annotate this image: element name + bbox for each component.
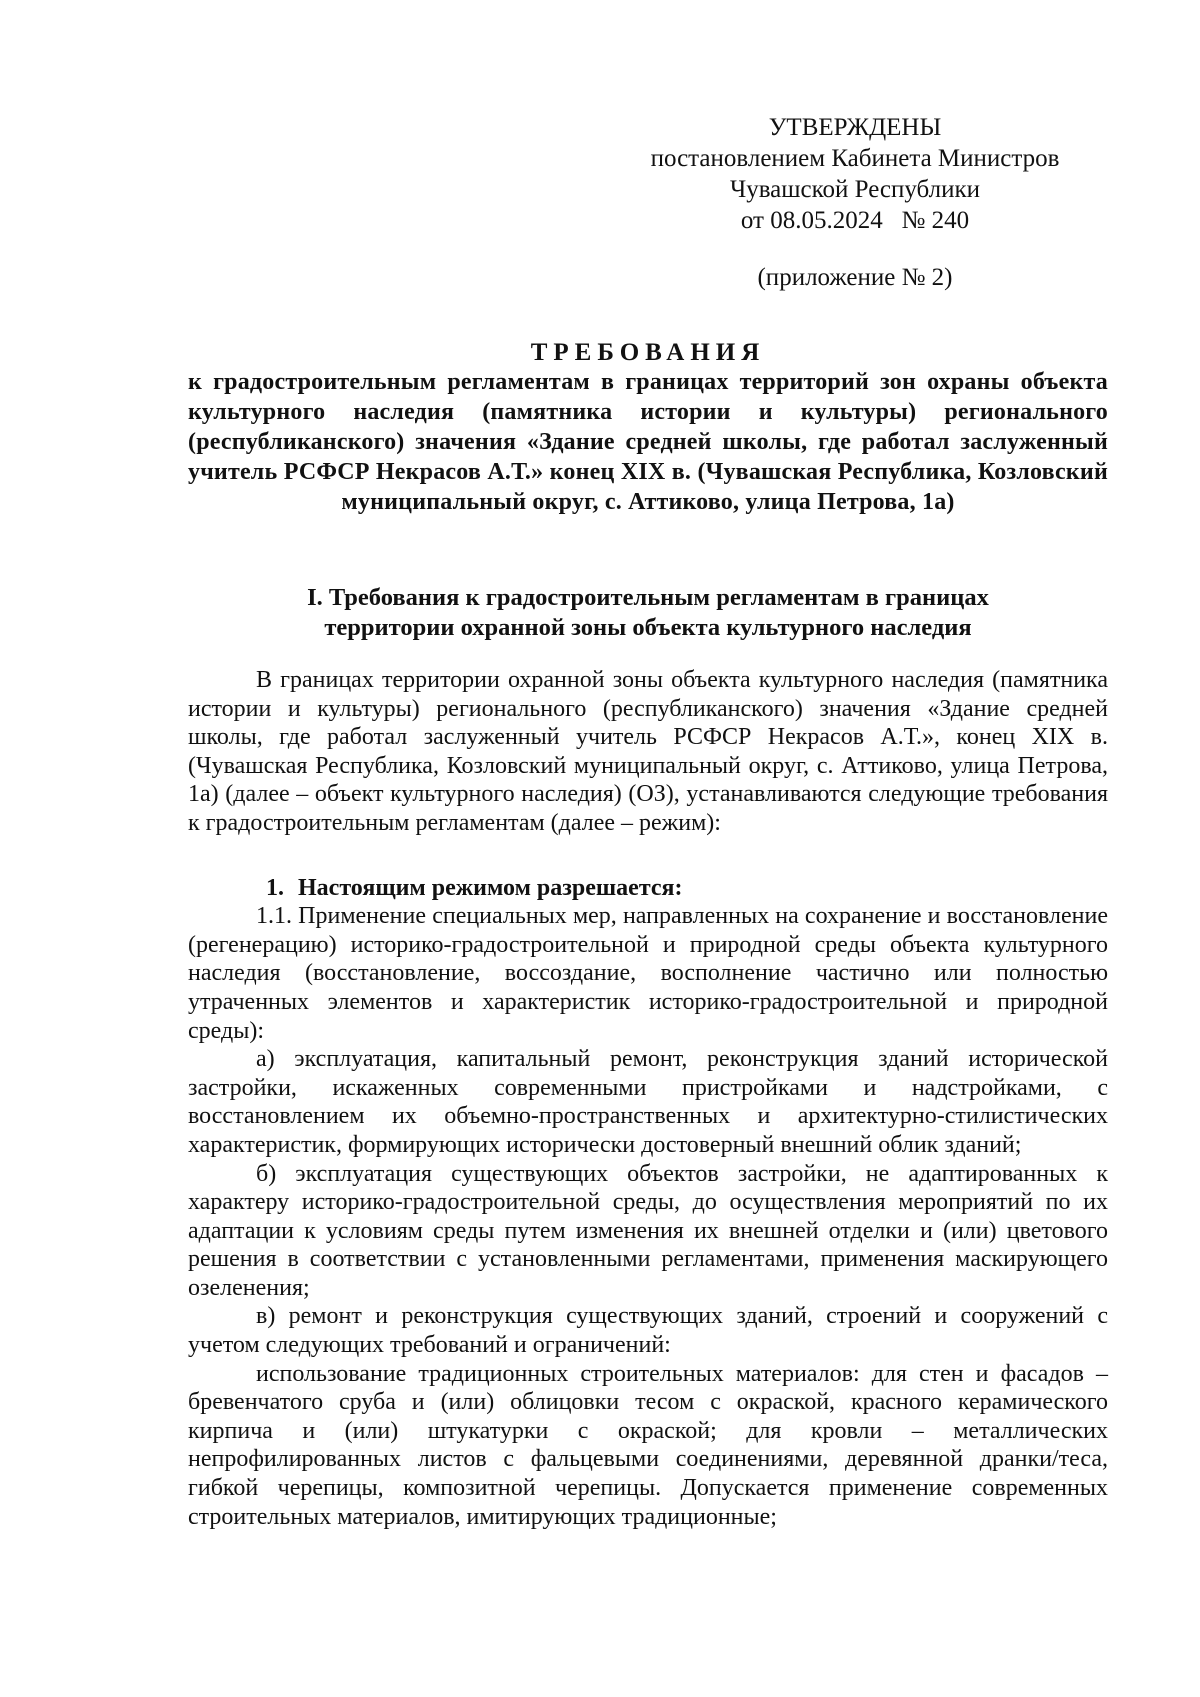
approval-date-number: от 08.05.2024 № 240: [740, 207, 970, 234]
approval-title: УТВЕРЖДЕНЫ: [768, 114, 942, 141]
approval-authority: постановлением Кабинета Министров: [650, 145, 1060, 172]
document-subject: к градостроительным регламентам в границах территорий зон охраны объекта культурного наследия (памятника истории и культуры) регионального (республиканского) значения «Здание средней школы, где работал заслуженный учитель РСФСР Некрасов А.Т.» конец XIX в. (Чувашская Республика, Козловский муниципальный округ, с. Аттиково, улица Петрова, 1а): [188, 369, 1108, 515]
section-1-heading: [188, 583, 1108, 643]
item-1-heading-text: Настоящим режимом разрешается:: [298, 874, 683, 901]
document-title: ТРЕБОВАНИЯ: [530, 339, 766, 366]
item-v-paragraph: в) ремонт и реконструкция существующих зданий, строений и сооружений с учетом следующих требований и ограничений:: [188, 1303, 1108, 1359]
item-1-1-paragraph: 1.1. Применение специальных мер, направленных на сохранение и восстановление (регенерацию) историко-градостроительной и природной среды объекта культурного наследия (восстановление, воссоздание, восполнение частично или полностью утраченных элементов и характеристик историко-градостроительной и природной среды):: [188, 903, 1108, 1044]
approval-region: Чувашской Республики: [729, 176, 981, 203]
item-1-heading: [188, 874, 1108, 903]
item-b-paragraph: б) эксплуатация существующих объектов застройки, не адаптированных к характеру историко-градостроительной среды, до осуществления мероприятий по их адаптации к условиям среды путем изменения их внешней отделки и (или) цветового решения в соответствии с установленными регламентами, применения маскирующего озеленения;: [188, 1160, 1108, 1301]
intro-paragraph: В границах территории охранной зоны объекта культурного наследия (памятника истории и культуры) регионального (республиканского) значения «Здание средней школы, где работал заслуженный учитель РСФСР Некрасов А.Т.», конец XIX в. (Чувашская Республика, Козловский муниципальный округ, с. Аттиково, улица Петрова, 1а) (далее – объект культурного наследия) (ОЗ), устанавливаются следующие требования к градостроительным регламентам (далее – режим):: [188, 667, 1108, 836]
section-1-heading-line-1: I. Требования к градостроительным регламентам в границах: [307, 584, 989, 611]
annex-label: (приложение № 2): [757, 264, 953, 291]
approval-stamp: [590, 112, 1120, 293]
item-a-paragraph: а) эксплуатация, капитальный ремонт, реконструкция зданий исторической застройки, искаженных современными пристройками и надстройками, с восстановлением их объемно-пространственных и архитектурно-стилистических характеристик, формирующих исторически достоверный внешний облик зданий;: [188, 1046, 1108, 1158]
materials-paragraph: использование традиционных строительных материалов: для стен и фасадов – бревенчатого сруба и (или) облицовки тесом с окраской, красного керамического кирпича и (или) штукатурки с окраской; для кровли – металлических непрофилированных листов с фальцевыми соединениями, деревянной дранки/теса, гибкой черепицы, композитной черепицы. Допускается применение современных строительных материалов, имитирующих традиционные;: [188, 1360, 1108, 1530]
item-1-number: 1.: [266, 874, 284, 901]
section-1-heading-line-2: территории охранной зоны объекта культурного наследия: [324, 614, 972, 641]
section-1-body: [188, 666, 1108, 1531]
